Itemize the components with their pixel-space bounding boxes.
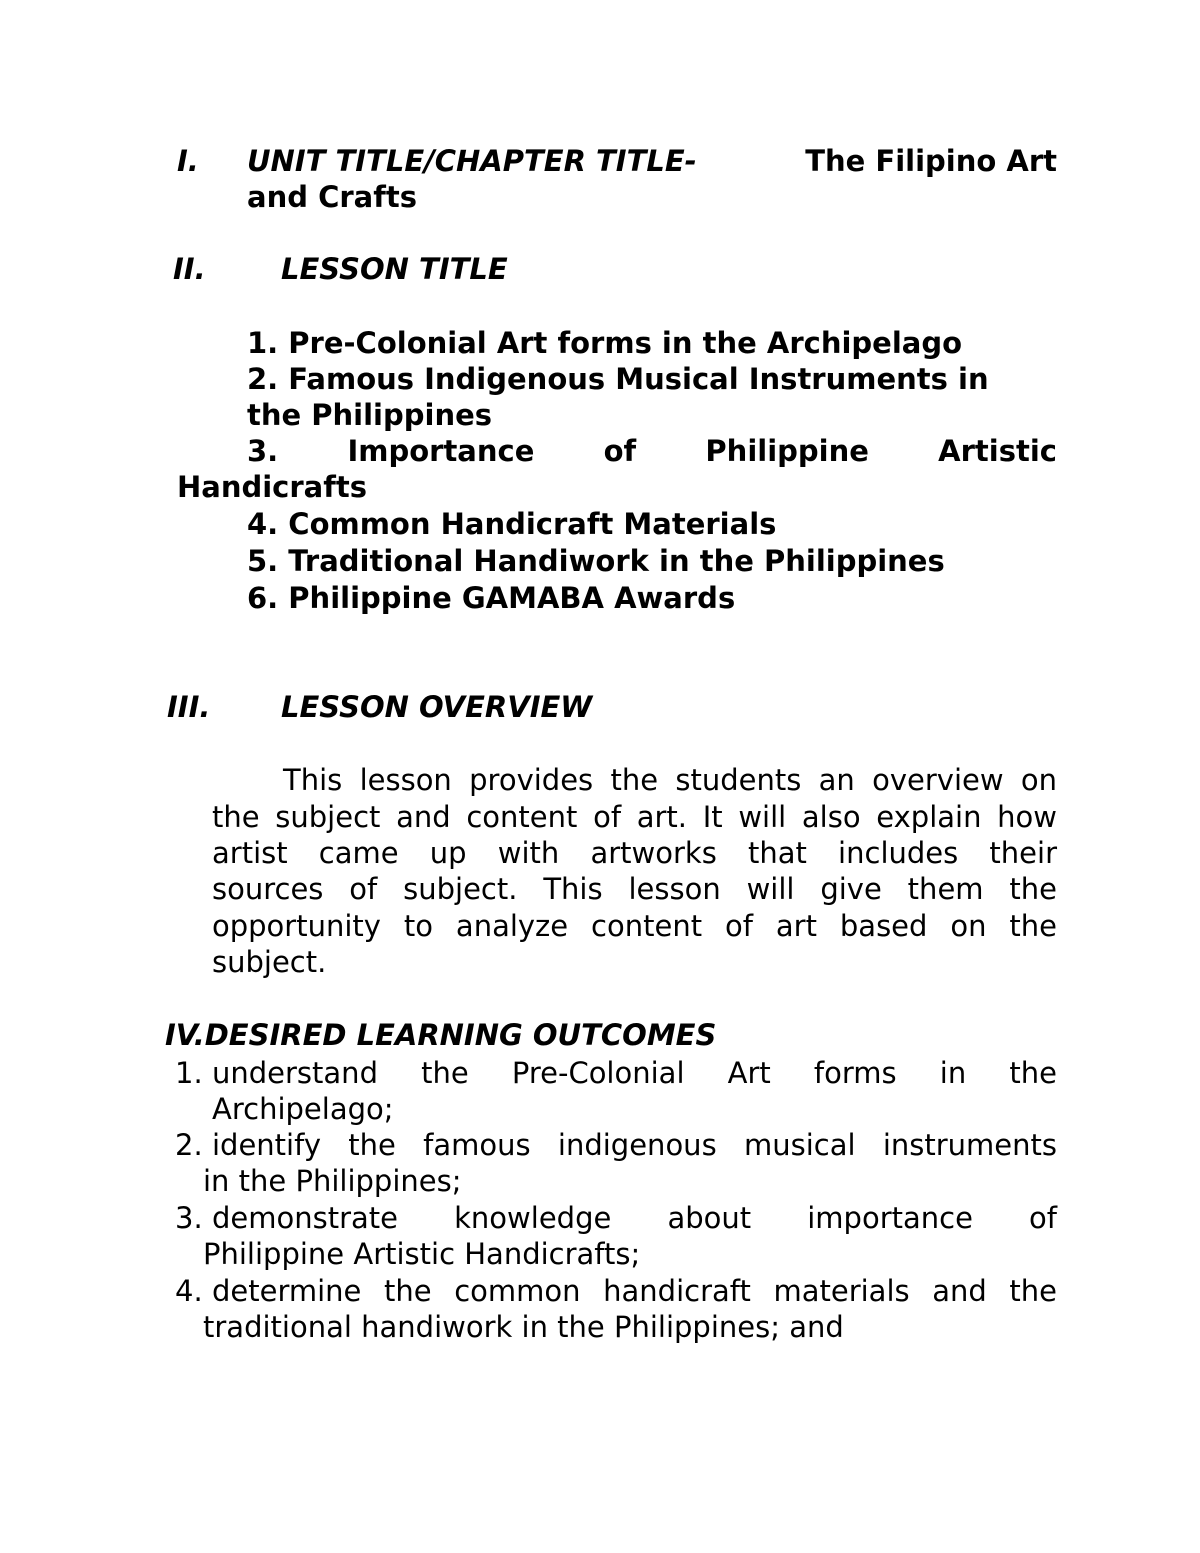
outcome-text-continued: traditional handiwork in the Philippines; and xyxy=(203,1310,844,1344)
section-3-heading: LESSON OVERVIEW xyxy=(281,690,593,724)
lesson-title-item: 6. Philippine GAMABA Awards xyxy=(247,581,736,615)
section-1-title: The Filipino Art xyxy=(805,144,1057,178)
lesson-title-item: 1. Pre-Colonial Art forms in the Archipelago xyxy=(247,326,963,360)
section-1-title-continued: and Crafts xyxy=(247,180,417,214)
outcome-text: demonstrate knowledge about importance of xyxy=(212,1201,1057,1235)
lesson-title-item: Handicrafts xyxy=(177,470,367,504)
lesson-title-item: 4. Common Handicraft Materials xyxy=(247,507,777,541)
outcome-number: 3. xyxy=(175,1201,203,1235)
section-4-heading: IV.DESIRED LEARNING OUTCOMES xyxy=(165,1018,717,1052)
outcome-text: understand the Pre-Colonial Art forms in the xyxy=(212,1056,1057,1090)
section-1-title-line xyxy=(247,143,1057,179)
outcome-text-continued: in the Philippines; xyxy=(203,1164,462,1198)
overview-paragraph-line: subject. xyxy=(212,945,327,979)
overview-paragraph-line: opportunity to analyze content of art based on the xyxy=(212,909,1057,943)
outcome-text: identify the famous indigenous musical instruments xyxy=(212,1128,1057,1162)
lesson-title-item: 2. Famous Indigenous Musical Instruments in xyxy=(247,362,989,396)
section-1-numeral: I. xyxy=(177,144,199,178)
lesson-title-item: 5. Traditional Handiwork in the Philippines xyxy=(247,544,945,578)
overview-paragraph-line: artist came up with artworks that includes their xyxy=(212,836,1057,870)
overview-paragraph-line: the subject and content of art. It will also explain how xyxy=(212,800,1057,834)
section-2-numeral: II. xyxy=(173,252,206,286)
overview-paragraph-line: This lesson provides the students an overview on xyxy=(283,763,1057,797)
section-2-heading: LESSON TITLE xyxy=(281,252,508,286)
section-3-numeral: III. xyxy=(167,690,211,724)
outcome-text: determine the common handicraft materials and the xyxy=(212,1274,1057,1308)
outcome-text-continued: Philippine Artistic Handicrafts; xyxy=(203,1237,641,1271)
lesson-title-item: the Philippines xyxy=(247,398,493,432)
overview-paragraph-line: sources of subject. This lesson will give them the xyxy=(212,872,1057,906)
outcome-text-continued: Archipelago; xyxy=(212,1092,394,1126)
lesson-title-item: 3. Importance of Philippine Artistic xyxy=(247,434,1057,468)
outcome-number: 4. xyxy=(175,1274,203,1308)
outcome-number: 2. xyxy=(175,1128,203,1162)
section-1-label: UNIT TITLE/CHAPTER TITLE- xyxy=(247,144,697,178)
outcome-number: 1. xyxy=(175,1056,203,1090)
